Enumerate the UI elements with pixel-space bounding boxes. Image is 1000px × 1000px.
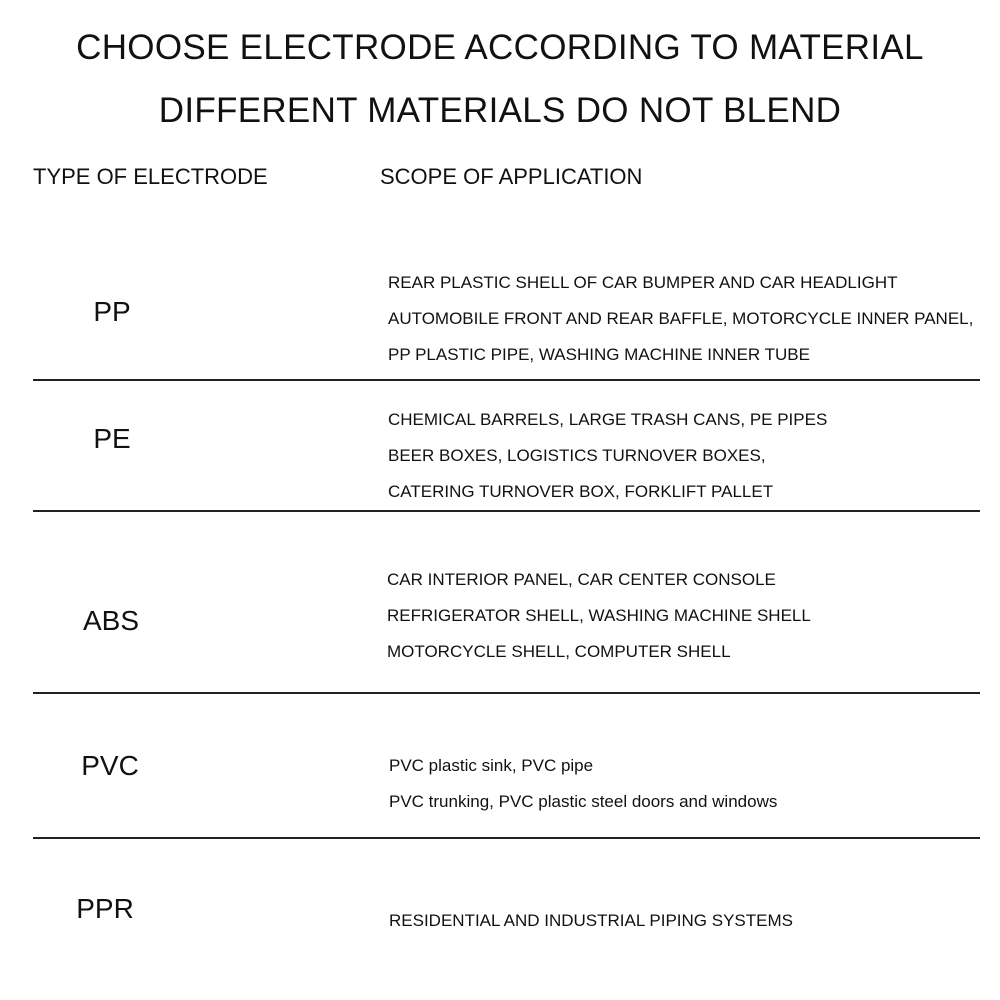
column-header-type: TYPE OF ELECTRODE <box>33 164 268 189</box>
electrode-type-pp: PP <box>93 296 131 327</box>
electrode-type-pe: PE <box>93 423 131 454</box>
application-line: REFRIGERATOR SHELL, WASHING MACHINE SHELL <box>387 606 811 625</box>
page-title: CHOOSE ELECTRODE ACCORDING TO MATERIAL <box>76 28 924 67</box>
electrode-type-abs: ABS <box>82 605 140 636</box>
application-line: PVC plastic sink, PVC pipe <box>389 756 594 775</box>
column-header-scope: SCOPE OF APPLICATION <box>380 164 643 189</box>
application-line: REAR PLASTIC SHELL OF CAR BUMPER AND CAR HEADLIGHT <box>388 273 898 292</box>
application-line: AUTOMOBILE FRONT AND REAR BAFFLE, MOTORCYCLE INNER PANEL, <box>388 309 974 328</box>
page-subtitle: DIFFERENT MATERIALS DO NOT BLEND <box>158 91 842 130</box>
row-divider <box>33 379 980 381</box>
application-line: RESIDENTIAL AND INDUSTRIAL PIPING SYSTEMS <box>389 911 793 930</box>
electrode-type-pvc: PVC <box>81 750 139 781</box>
application-line: MOTORCYCLE SHELL, COMPUTER SHELL <box>387 642 731 661</box>
application-line: CATERING TURNOVER BOX, FORKLIFT PALLET <box>388 482 774 501</box>
row-divider <box>33 837 980 839</box>
electrode-type-ppr: PPR <box>76 893 134 924</box>
application-line: CAR INTERIOR PANEL, CAR CENTER CONSOLE <box>387 570 776 589</box>
application-line: PVC trunking, PVC plastic steel doors and windows <box>389 792 778 811</box>
row-divider <box>33 692 980 694</box>
application-line: BEER BOXES, LOGISTICS TURNOVER BOXES, <box>388 446 766 465</box>
row-divider <box>33 510 980 512</box>
application-line: CHEMICAL BARRELS, LARGE TRASH CANS, PE PIPES <box>388 410 828 429</box>
application-line: PP PLASTIC PIPE, WASHING MACHINE INNER TUBE <box>388 345 810 364</box>
